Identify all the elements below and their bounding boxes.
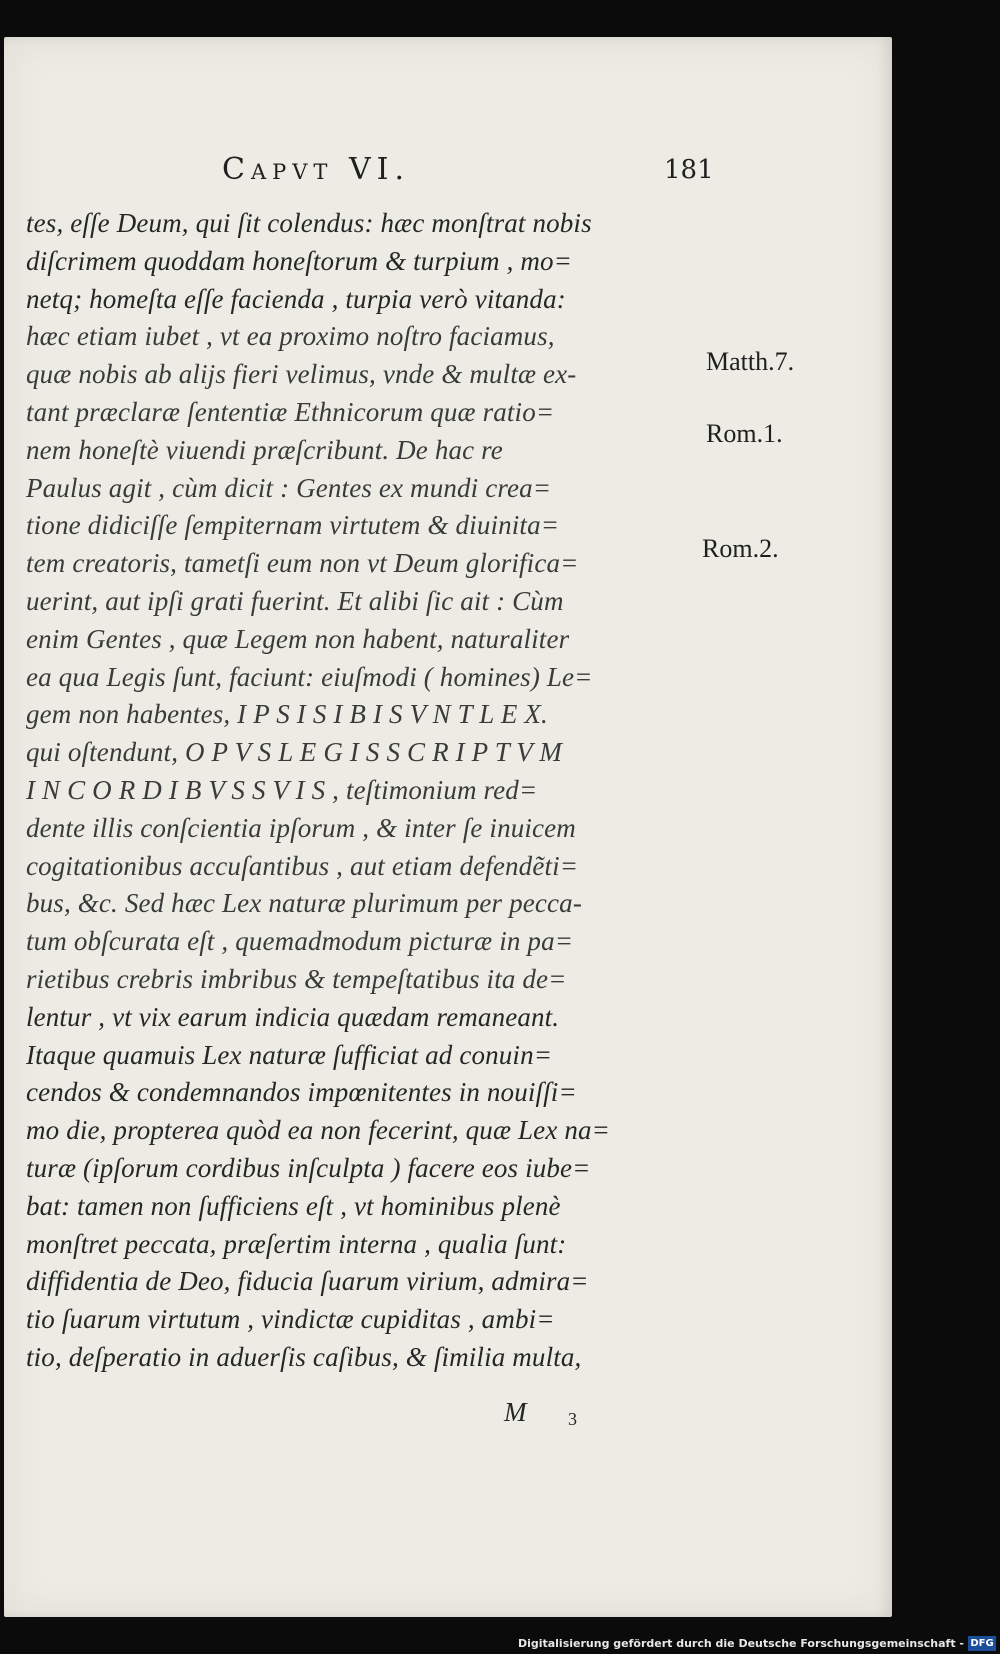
text-line: tem creatoris, tametſi eum non vt Deum glorifica= [26, 548, 579, 579]
text-line: tione didiciſſe ſempiternam virtutem & diuinita= [26, 510, 560, 541]
text-line: bus, &c. Sed hæc Lex naturæ plurimum per pecca- [26, 888, 582, 919]
running-header [4, 152, 724, 192]
digitization-credit: Digitalisierung gefördert durch die Deutsche Forschungsgemeinschaft - [517, 1637, 964, 1650]
text-line: lentur , vt vix earum indicia quædam remaneant. [26, 1001, 560, 1032]
text-line: diffidentia de Deo, fiducia ſuarum virium, admira= [26, 1266, 589, 1297]
marginal-note-romans-1: Rom.1. [706, 419, 783, 448]
chapter-title: Capvt VI. [222, 152, 411, 187]
marginal-note-romans-2: Rom.2. [702, 534, 779, 563]
text-line: enim Gentes , quæ Legem non habent, naturaliter [26, 623, 570, 654]
text-line: nem honeſtè viuendi præſcribunt. De hac re [26, 434, 503, 465]
text-line: mo die, propterea quòd ea non fecerint, quæ Lex na= [26, 1115, 611, 1146]
text-line: Paulus agit , cùm dicit : Gentes ex mundi crea= [26, 472, 552, 503]
text-line: tes, eſſe Deum, qui ſit colendus: hæc monſtrat nobis [26, 208, 592, 238]
text-line: quæ nobis ab alijs fieri velimus, vnde & multæ ex- [26, 359, 577, 390]
signature-number: 3 [568, 1409, 577, 1429]
text-line: monſtret peccata, præſertim interna , qualia ſunt: [26, 1228, 567, 1259]
text-line: rietibus crebris imbribus & tempeſtatibus ita de= [26, 963, 567, 994]
page-number: 181 [664, 155, 714, 185]
marginal-note-matthew: Matth.7. [706, 347, 795, 376]
text-line: tant præclaræ ſententiæ Ethnicorum quæ ratio= [26, 396, 555, 427]
body-text [26, 205, 716, 1377]
signature-mark: M [504, 1397, 527, 1427]
text-line: tio, deſperatio in aduerſis caſibus, & ſimilia multa, [26, 1341, 582, 1372]
text-line: qui oſtendunt, O P V S L E G I S S C R I P T V M [26, 737, 562, 768]
text-line: dente illis conſcientia ipſorum , & inter ſe inuicem [26, 812, 576, 843]
text-line: cogitationibus accuſantibus , aut etiam defendẽti= [26, 850, 579, 881]
text-line: gem non habentes, I P S I S I B I S V N T L E X. [26, 699, 548, 730]
text-line: bat: tamen non ſufficiens eſt , vt hominibus plenè [26, 1190, 561, 1221]
text-line: tum obſcurata eſt , quemadmodum picturæ in pa= [26, 926, 574, 957]
text-line: ea qua Legis ſunt, faciunt: eiuſmodi ( homines) Le= [26, 661, 593, 692]
text-line: I N C O R D I B V S S V I S , teſtimonium red= [26, 774, 538, 805]
text-line: diſcrimem quoddam honeſtorum & turpium , mo= [26, 245, 573, 276]
dfg-logo-icon: DFG [968, 1636, 996, 1651]
text-line: tio ſuarum virtutum , vindictæ cupiditas , ambi= [26, 1304, 555, 1335]
text-line: turæ (ipſorum cordibus inſculpta ) facere eos iube= [26, 1152, 591, 1183]
text-line: netq; homeſta eſſe facienda , turpia verò vitanda: [26, 283, 566, 314]
text-line: hæc etiam iubet , vt ea proximo noſtro faciamus, [26, 321, 555, 352]
text-line: cendos & condemnandos impœnitentes in nouiſſi= [26, 1077, 577, 1108]
text-line: Itaque quamuis Lex naturæ ſufficiat ad conuin= [26, 1039, 553, 1070]
text-line: uerint, aut ipſi grati fuerint. Et alibi ſic ait : Cùm [26, 585, 564, 616]
book-page [4, 37, 892, 1617]
